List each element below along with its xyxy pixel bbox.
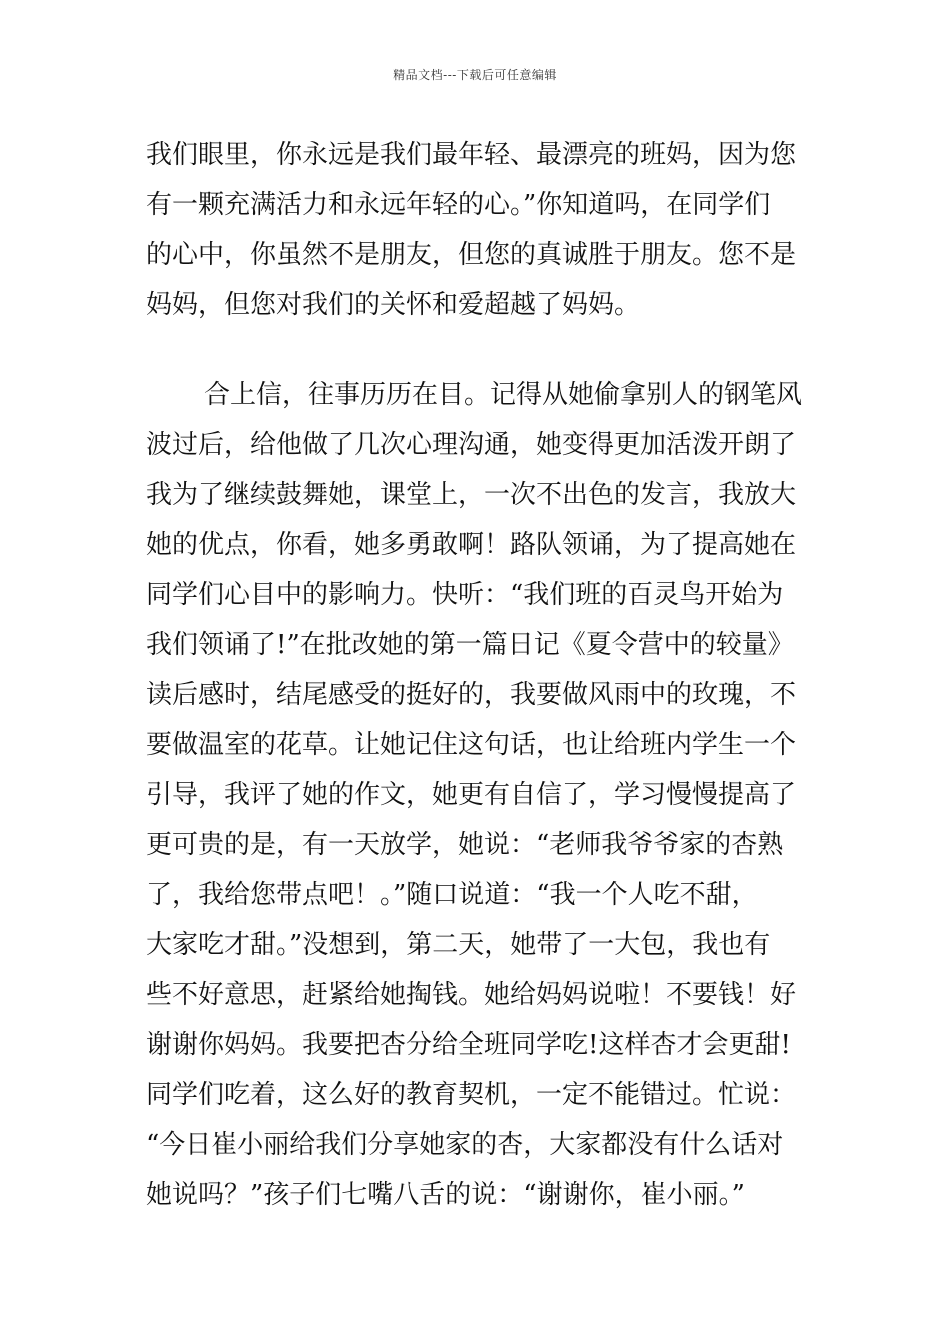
text-line: 合上信，往事历历在目。记得从她偷拿别人的钢笔风	[204, 380, 803, 410]
text-line: 的心中，你虽然不是朋友，但您的真诚胜于朋友。您不是	[146, 240, 797, 270]
text-line: 我们领诵了!”在批改她的第一篇日记《夏令营中的较量》	[146, 630, 794, 660]
text-line: 我们眼里，你永远是我们最年轻、最漂亮的班妈，因为您	[146, 140, 797, 170]
page-header: 精品文档---下载后可任意编辑	[393, 68, 557, 82]
text-line: 读后感时，结尾感受的挺好的，我要做风雨中的玫瑰，不	[146, 680, 797, 710]
text-line: 谢谢你妈妈。我要把杏分给全班同学吃!这样杏才会更甜!	[146, 1030, 791, 1060]
text-line: 些不好意思，赶紧给她掏钱。她给妈妈说啦！不要钱！好	[146, 980, 797, 1010]
text-line: 有一颗充满活力和永远年轻的心。”你知道吗，在同学们	[146, 190, 771, 220]
paragraph-2	[146, 370, 806, 1220]
text-line: 我为了继续鼓舞她，课堂上，一次不出色的发言，我放大	[146, 480, 797, 510]
text-line: 她的优点，你看，她多勇敢啊！路队领诵，为了提高她在	[146, 530, 797, 560]
text-line: 同学们吃着，这么好的教育契机，一定不能错过。忙说：	[146, 1080, 797, 1110]
text-line: 了，我给您带点吧！。”随口说道：“我一个人吃不甜，	[146, 880, 758, 910]
text-line: 同学们心目中的影响力。快听：“我们班的百灵鸟开始为	[146, 580, 784, 610]
text-line: 她说吗？”孩子们七嘴八舌的说：“谢谢你，崔小丽。”	[146, 1180, 745, 1210]
text-line: 引导，我评了她的作文，她更有自信了，学习慢慢提高了	[146, 780, 797, 810]
text-line: 更可贵的是，有一天放学，她说：“老师我爷爷家的杏熟	[146, 830, 784, 860]
text-line: 波过后，给他做了几次心理沟通，她变得更加活泼开朗了	[146, 430, 797, 460]
text-line: 要做温室的花草。让她记住这句话，也让给班内学生一个	[146, 730, 797, 760]
text-line: 妈妈，但您对我们的关怀和爱超越了妈妈。	[146, 290, 641, 320]
text-line: 大家吃才甜。”没想到，第二天，她带了一大包，我也有	[146, 930, 771, 960]
paragraph-1	[146, 130, 806, 330]
text-line: “今日崔小丽给我们分享她家的杏，大家都没有什么话对	[146, 1130, 784, 1160]
